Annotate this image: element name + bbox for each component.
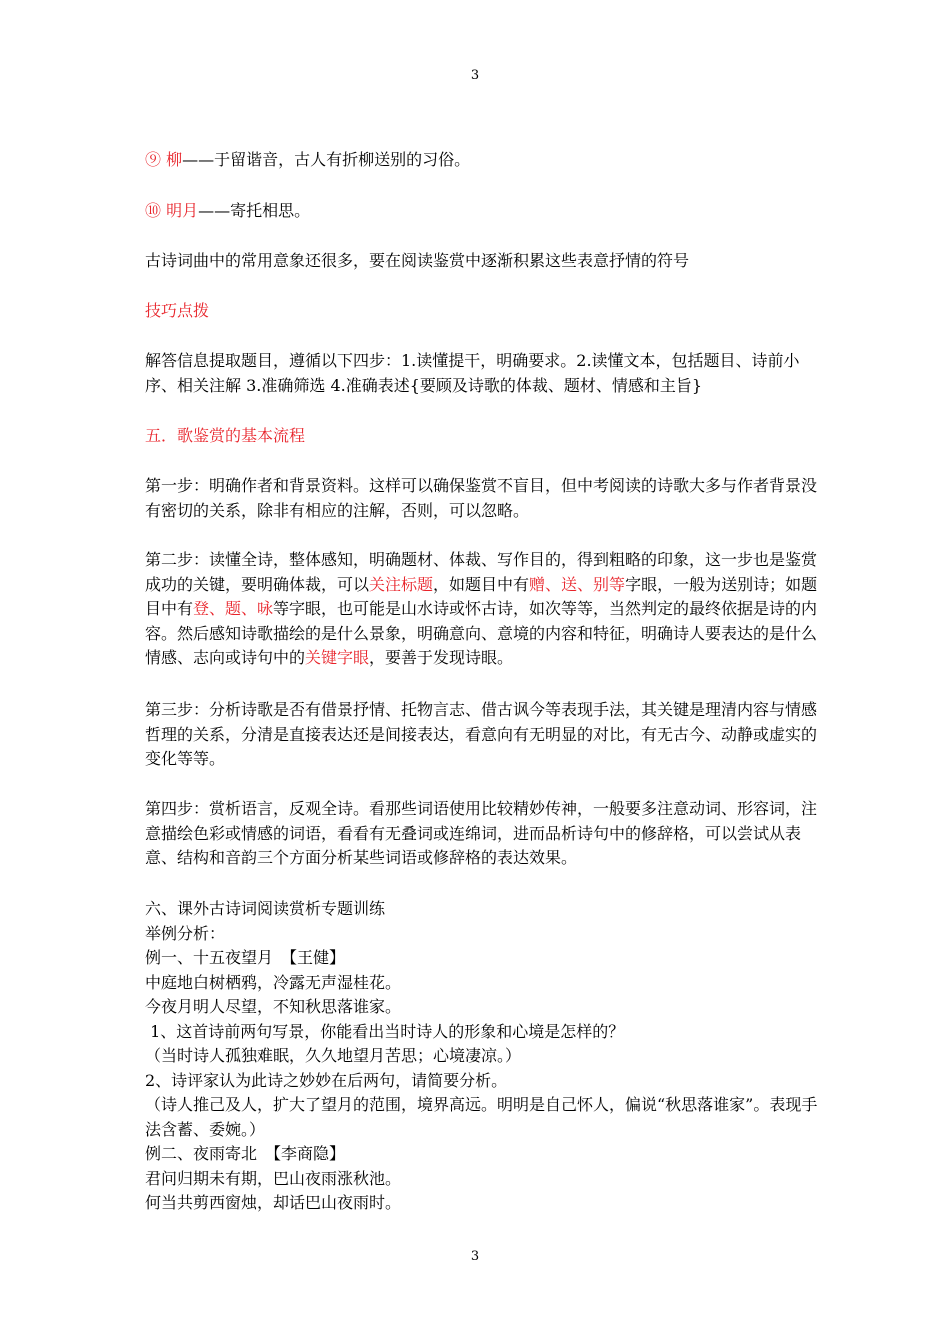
item-moon <box>145 199 825 224</box>
step2-text-3: 字眼，一般为送别诗；如题目中有 <box>145 574 818 618</box>
section5-heading: 五．歌鉴赏的基本流程 <box>145 426 306 445</box>
page-number-bottom: 3 <box>470 1249 480 1264</box>
step2-highlight-3: 登、题、咏 <box>193 599 274 618</box>
step2-text-5: ，要善于发现诗眼。 <box>369 648 514 667</box>
item-moon-text: ——寄托相思。 <box>198 201 311 220</box>
item-willow-marker: ⑨ 柳 <box>145 150 183 169</box>
step2-highlight-2: 赠、送、别等 <box>529 574 626 594</box>
item-moon-marker: ⑩ 明月 <box>145 201 199 220</box>
section6-heading: 六、课外古诗词阅读赏析专题训练 <box>145 899 386 918</box>
example1-question-2: 2、诗评家认为此诗之妙妙在后两句，请简要分析。 <box>145 1070 508 1090</box>
tips-heading: 技巧点拨 <box>145 301 210 320</box>
example1-poem-line-2: 今夜月明人尽望，不知秋思落谁家。 <box>145 997 402 1016</box>
example1-answer-2: （诗人推己及人，扩大了望月的范围，境界高远。明明是自己怀人，偏说“秋思落谁家”。表现手法含蓄、委婉。） <box>145 1095 818 1139</box>
step2-text-1: 第二步：读懂全诗，整体感知，明确题材、体裁、写作目的，得到粗略的印象，这一步也是鉴赏成功的关键，要明确体裁，可以 <box>145 550 818 594</box>
example2-poem-line-1: 君问归期未有期，巴山夜雨涨秋池。 <box>145 1168 402 1188</box>
example1-title: 例一、十五夜望月 【王健】 <box>145 948 346 967</box>
section6 <box>145 897 825 1216</box>
step3-paragraph: 第三步：分析诗歌是否有借景抒情、托物言志、借古讽今等表现手法，其关键是理清内容与情感哲理的关系，分清是直接表达还是间接表达，看意向有无明显的对比，有无古今、动静或虚实的变化等等。 <box>145 700 818 768</box>
example2-title: 例二、夜雨寄北 【李商隐】 <box>145 1144 346 1163</box>
tips-paragraph: 解答信息提取题目，遵循以下四步：1.读懂提干，明确要求。2.读懂文本，包括题目、诗前小序、相关注解 3.准确筛选 4.准确表述{要顾及诗歌的体裁、题材、情感和主旨} <box>145 351 800 395</box>
example1-question-1: 1、这首诗前两句写景，你能看出当时诗人的形象和心境是怎样的？ <box>145 1021 625 1041</box>
step4-paragraph: 第四步：赏析语言，反观全诗。看那些词语使用比较精妙传神，一般要多注意动词、形容词，注意描绘色彩或情感的词语，看看有无叠词或连绵词，进而品析诗句中的修辞格，可以尝试从表意、结构和音韵三个方面分析某些词语或修辞格的表达效果。 <box>145 799 818 867</box>
page-number-top: 3 <box>470 68 480 83</box>
step2-text-4: 等字眼，也可能是山水诗或怀古诗，如次等等，当然判定的最终依据是诗的内容。然后感知诗歌描绘的是什么景象，明确意向、意境的内容和特征，明确诗人要表达的是什么情感、志向或诗句中的 <box>145 599 818 667</box>
summary-paragraph: 古诗词曲中的常用意象还很多，要在阅读鉴赏中逐渐积累这些表意抒情的符号 <box>145 251 690 270</box>
example2-poem-line-2: 何当共剪西窗烛，却话巴山夜雨时。 <box>145 1193 402 1212</box>
section6-intro: 举例分析： <box>145 923 226 943</box>
step1-paragraph: 第一步：明确作者和背景资料。这样可以确保鉴赏不盲目，但中考阅读的诗歌大多与作者背景没有密切的关系，除非有相应的注解，否则，可以忽略。 <box>145 476 818 520</box>
item-willow <box>145 148 825 173</box>
step2-paragraph <box>145 548 825 671</box>
step2-text-2: ，如题目中有 <box>433 574 530 594</box>
example1-answer-1: （当时诗人孤独难眠，久久地望月苦思；心境凄凉。） <box>145 1046 522 1065</box>
step2-highlight-4: 关键字眼 <box>305 648 370 667</box>
step2-highlight-1: 关注标题 <box>369 574 434 594</box>
example1-poem-line-1: 中庭地白树栖鸦，冷露无声湿桂花。 <box>145 972 402 992</box>
item-willow-text: ——于留谐音，古人有折柳送别的习俗。 <box>182 150 471 169</box>
